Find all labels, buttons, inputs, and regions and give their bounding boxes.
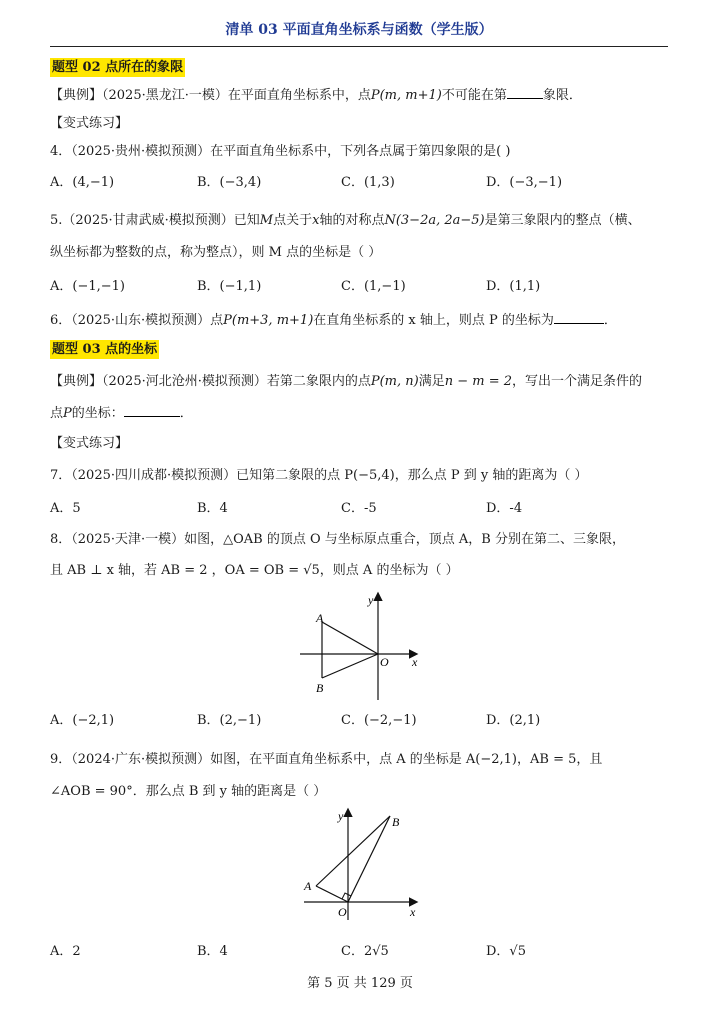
question-8-line-1: 8．（2025·天津·一模）如图，△OAB 的顶点 O 与坐标原点重合，顶点 A，B 分别在第二、三象限， (50, 532, 625, 547)
q4-option-a: A．(4,−1) (50, 175, 115, 190)
example-1-end: 象限． (542, 88, 582, 103)
q5-M: M (259, 213, 274, 228)
q5-text-2: 点关于 (273, 213, 313, 228)
q5-N: N(3−2a, 2a−5) (384, 213, 485, 228)
q4-option-b: B．(−3,4) (197, 175, 262, 190)
q5-option-a: A．(−1,−1) (50, 279, 125, 294)
q4-option-c: C．(1,3) (341, 175, 395, 190)
page-header: 清单 03 平面直角坐标系与函数（学生版） (50, 18, 668, 47)
answer-blank (507, 98, 543, 99)
fig8-label-o: O (380, 655, 389, 669)
example-1-tail: 不可能在第 (441, 88, 507, 103)
example-2-P2: P (63, 406, 72, 421)
q9-option-a: A．2 (50, 944, 81, 959)
example-2-text-1: 【典例】（2025·河北沧州·模拟预测）若第二象限内的点 (50, 374, 371, 389)
variant-practice-label: 【变式练习】 (50, 116, 129, 131)
fig9-segment-ab (316, 816, 390, 886)
fig9-label-a: A (304, 879, 312, 893)
q8-option-d: D．(2,1) (486, 713, 541, 728)
example-2-line-1 (50, 372, 680, 392)
question-6 (50, 311, 680, 331)
example-2-P: P(m, n) (370, 374, 419, 389)
fig9-label-y: y (338, 809, 344, 823)
fig9-segment-oa (316, 886, 348, 902)
q5-x: x (312, 213, 320, 228)
question-7: 7．（2025·四川成都·模拟预测）已知第二象限的点 P(−5,4)，那么点 P 到 y 轴的距离为（ ） (50, 468, 588, 483)
example-2-text-4: 点 (50, 406, 64, 421)
section-title-02: 题型 02 点所在的象限 (52, 60, 184, 75)
question-8-line-2: 且 AB ⊥ x 轴，若 AB = 2 ，OA = OB = √5，则点 A 的坐标为（ ） (50, 563, 459, 578)
fig8-label-b: B (316, 681, 324, 695)
q7-option-c: C．-5 (341, 501, 377, 516)
fig8-label-a: A (316, 611, 324, 625)
example-1-text: 【典例】（2025·黑龙江·一模）在平面直角坐标系中，点 (50, 88, 371, 103)
q6-end: ． (603, 313, 617, 328)
q5-option-c: C．(1,−1) (341, 279, 406, 294)
q9-option-b: B．4 (197, 944, 228, 959)
example-2-text-2: 满足 (418, 374, 445, 389)
fig8-segment-oa (322, 622, 378, 654)
example-2-eq: n − m = 2 (444, 374, 513, 389)
question-4: 4．（2025·贵州·模拟预测）在平面直角坐标系中，下列各点属于第四象限的是( ) (50, 144, 511, 159)
figure-8 (292, 588, 432, 704)
q6-blank (554, 323, 604, 324)
fig9-segment-ob (348, 816, 390, 902)
question-9-line-1: 9．（2024·广东·模拟预测）如图，在平面直角坐标系中，点 A 的坐标是 A(−2,1)，AB = 5，且 (50, 752, 603, 767)
q5-text-4: 是第三象限内的整点（横、 (484, 213, 641, 228)
q7-option-b: B．4 (197, 501, 228, 516)
example-1-math: P(m, m+1) (370, 88, 442, 103)
example-2-blank (124, 416, 180, 417)
example-2-text-3: ，写出一个满足条件的 (512, 374, 643, 389)
q5-option-b: B．(−1,1) (197, 279, 262, 294)
q9-option-c: C．2√5 (341, 944, 389, 959)
q5-option-d: D．(1,1) (486, 279, 541, 294)
fig9-label-o: O (338, 905, 347, 919)
q9-option-d: D．√5 (486, 944, 526, 959)
example-2-line-2 (50, 404, 680, 424)
figure-9 (298, 806, 428, 924)
q8-option-c: C．(−2,−1) (341, 713, 417, 728)
q8-option-a: A．(−2,1) (50, 713, 115, 728)
fig8-label-x: x (412, 655, 418, 669)
page-footer: 第 5 页 共 129 页 (307, 976, 413, 991)
q6-text-2: 在直角坐标系的 x 轴上，则点 P 的坐标为 (313, 313, 554, 328)
question-5-line-2: 纵坐标都为整数的点，称为整点），则 M 点的坐标是（ ） (50, 245, 382, 260)
variant-practice-label-2: 【变式练习】 (50, 436, 129, 451)
q7-option-a: A．5 (50, 501, 81, 516)
question-9-line-2: ∠AOB = 90°．那么点 B 到 y 轴的距离是（ ） (50, 784, 327, 799)
q5-text-1: 5.（2025·甘肃武威·模拟预测）已知 (50, 213, 260, 228)
section-title-03: 题型 03 点的坐标 (52, 342, 158, 357)
q8-option-b: B．(2,−1) (197, 713, 262, 728)
fig9-label-b: B (392, 815, 400, 829)
q7-option-d: D．-4 (486, 501, 523, 516)
q6-P: P(m+3, m+1) (223, 313, 314, 328)
question-5-line-1 (50, 211, 680, 231)
example-2-text-5: 的坐标： (71, 406, 124, 421)
q4-option-d: D．(−3,−1) (486, 175, 563, 190)
fig8-label-y: y (368, 593, 374, 607)
example-1 (50, 86, 680, 106)
q6-text-1: 6．（2025·山东·模拟预测）点 (50, 313, 224, 328)
fig9-label-x: x (410, 905, 416, 919)
example-2-end: ． (179, 406, 193, 421)
q5-text-3: 轴的对称点 (319, 213, 385, 228)
fig8-segment-ob (322, 654, 378, 678)
